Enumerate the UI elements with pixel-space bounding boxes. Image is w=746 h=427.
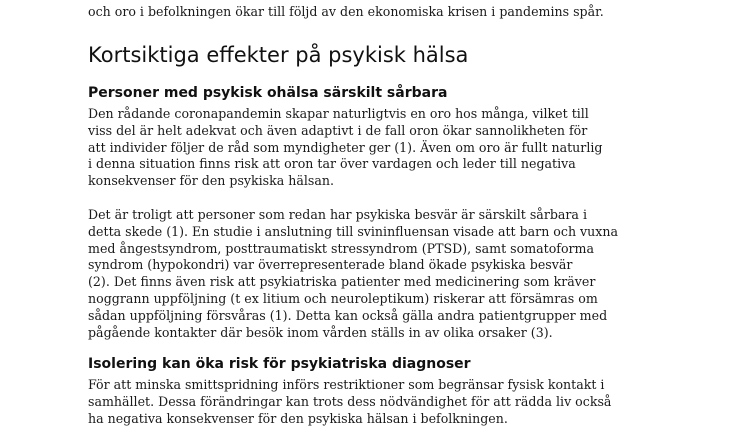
paragraph-line: detta skede (1). En studie i anslutning till svininfluensan visade att barn och vuxna	[88, 223, 619, 239]
paragraph-line: syndrom (hypokondri) var överrepresenterade bland ökade psykiska besvär	[88, 257, 573, 273]
paragraph-line: (2). Det finns även risk att psykiatriska patienter med medicinering som kräver	[88, 274, 596, 290]
paragraph-1	[88, 106, 602, 190]
paragraph-line: konsekvenser för den psykiska hälsan.	[88, 173, 335, 189]
paragraph-line: pågående kontakter där besök inom vården ställs in av olika orsaker (3).	[88, 324, 553, 340]
paragraph-2	[88, 207, 618, 341]
section-heading: Kortsiktiga effekter på psykisk hälsa	[88, 43, 469, 67]
paragraph-line: samhället. Dessa förändringar kan trots dess nödvändighet för att rädda liv också	[88, 393, 612, 409]
paragraph-line: att individer följer de råd som myndigheter ger (1). Även om oro är fullt naturlig	[88, 139, 603, 155]
paragraph-line: För att minska smittspridning införs restriktioner som begränsar fysisk kontakt i	[88, 377, 605, 392]
subsection-heading-vulnerable: Personer med psykisk ohälsa särskilt sårbara	[88, 85, 448, 101]
body-text-line-cut: och oro i befolkningen ökar till följd av den ekonomiska krisen i pandemins spår.	[88, 4, 604, 19]
paragraph-line: sådan uppföljning försvåras (1). Detta kan också gälla andra patientgrupper med	[88, 307, 608, 323]
paragraph-3	[88, 377, 611, 427]
subsection-heading-isolation: Isolering kan öka risk för psykiatriska diagnoser	[88, 356, 471, 372]
paragraph-line: med ångestsyndrom, posttraumatiskt stressyndrom (PTSD), samt somatoforma	[88, 240, 595, 256]
paragraph-line: noggrann uppföljning (t ex litium och neuroleptikum) riskerar att försämras om	[88, 290, 598, 306]
paragraph-line: ha negativa konsekvenser för den psykiska hälsan i befolkningen.	[88, 410, 508, 426]
paragraph-line: viss del är helt adekvat och även adaptivt i de fall oron ökar sannolikheten för	[88, 122, 588, 138]
paragraph-line: i denna situation finns risk att oron tar över vardagen och leder till negativa	[88, 156, 576, 172]
paragraph-line: Den rådande coronapandemin skapar naturligtvis en oro hos många, vilket till	[88, 106, 589, 121]
paragraph-line: Det är troligt att personer som redan har psykiska besvär är särskilt sårbara i	[88, 207, 587, 222]
